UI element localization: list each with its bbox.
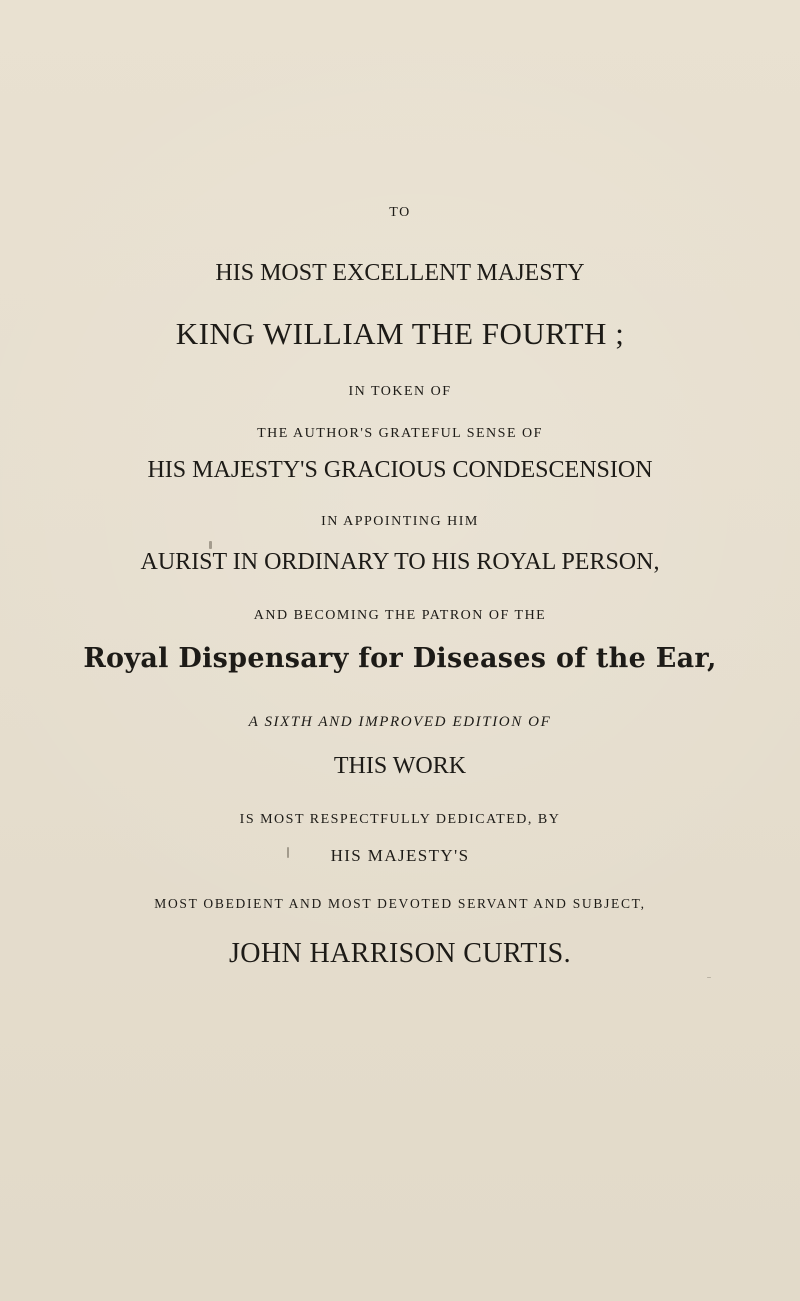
author-sense-line: THE AUTHOR'S GRATEFUL SENSE OF — [257, 426, 543, 441]
dedicated-line: IS MOST RESPECTFULLY DEDICATED, BY — [239, 812, 561, 827]
majesty-heading: HIS MOST EXCELLENT MAJESTY — [215, 260, 585, 286]
ink-mark — [209, 541, 212, 549]
edition-line: A SIXTH AND IMPROVED EDITION OF — [248, 714, 552, 730]
signature: JOHN HARRISON CURTIS. — [229, 938, 571, 969]
work-line: THIS WORK — [333, 753, 467, 779]
king-heading: KING WILLIAM THE FOURTH ; — [175, 316, 625, 351]
dispensary-line: Royal Dispensary for Diseases of the Ear, — [83, 643, 717, 674]
ink-mark — [707, 977, 711, 978]
patron-line: AND BECOMING THE PATRON OF THE — [253, 608, 547, 623]
condescension-line: HIS MAJESTY'S GRACIOUS CONDESCENSION — [147, 457, 653, 483]
majestys-line: HIS MAJESTY'S — [330, 846, 470, 865]
servant-line: MOST OBEDIENT AND MOST DEVOTED SERVANT AND SUBJECT, — [154, 896, 646, 911]
token-line: IN TOKEN OF — [348, 384, 452, 399]
aurist-line: AURIST IN ORDINARY TO HIS ROYAL PERSON, — [140, 549, 660, 575]
appointing-line: IN APPOINTING HIM — [321, 514, 479, 529]
dedication-to: TO — [389, 205, 411, 220]
